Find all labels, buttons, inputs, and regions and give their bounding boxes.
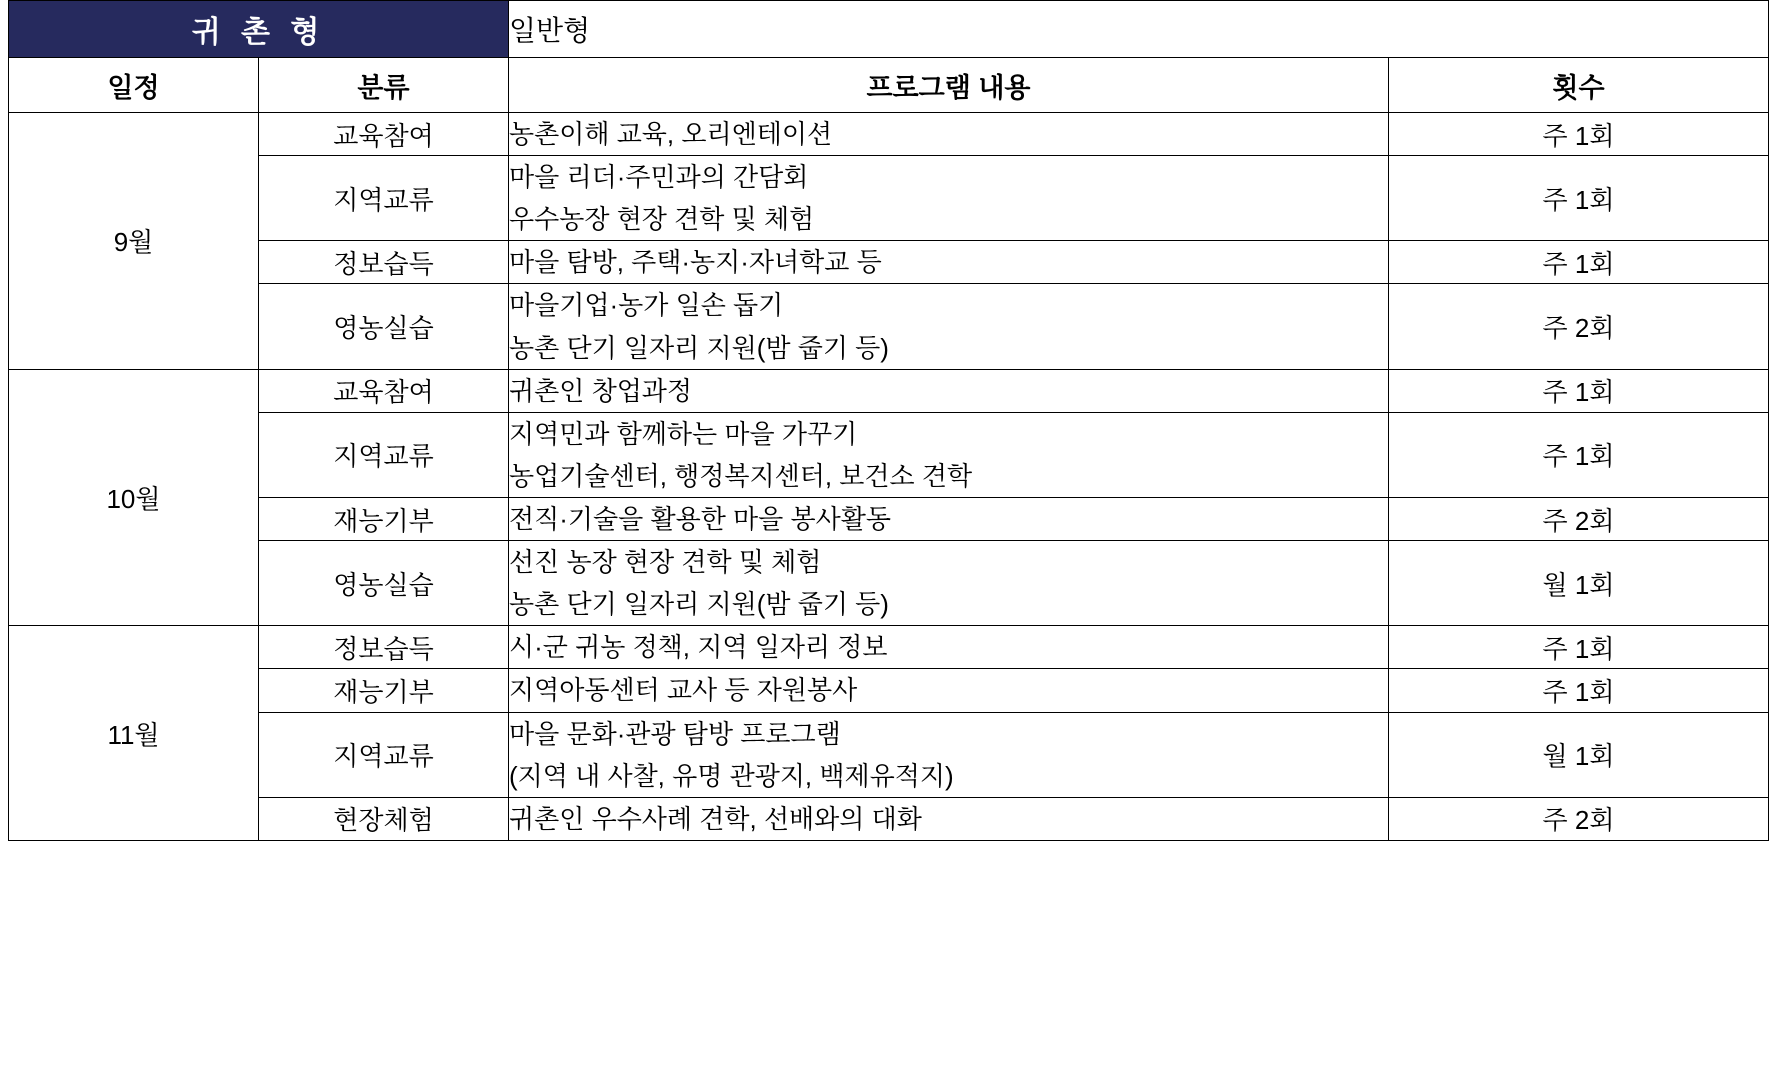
column-header-row <box>9 58 1769 113</box>
program-content <box>509 797 1389 840</box>
program-content <box>509 541 1389 626</box>
column-header-month: 일정 <box>9 58 259 113</box>
title-row <box>9 1 1769 58</box>
content-line: 전직·기술을 활용한 마을 봉사활동 <box>509 503 891 534</box>
month-label: 9월 <box>9 113 259 370</box>
content-line: 마을 탐방, 주택·농지·자녀학교 등 <box>509 247 882 278</box>
frequency-label: 주 1회 <box>1389 156 1769 241</box>
category-label: 교육참여 <box>259 369 509 412</box>
content-line: 농촌이해 교육, 오리엔테이션 <box>509 119 833 149</box>
program-content <box>509 626 1389 669</box>
frequency-label: 주 1회 <box>1389 669 1769 712</box>
frequency-label: 주 2회 <box>1389 497 1769 540</box>
program-content <box>509 669 1389 712</box>
table-row <box>9 369 1769 412</box>
column-header-type: 분류 <box>259 58 509 113</box>
table-row <box>9 669 1769 712</box>
program-content <box>509 712 1389 797</box>
table-row <box>9 156 1769 241</box>
frequency-label: 주 1회 <box>1389 369 1769 412</box>
frequency-label: 주 1회 <box>1389 412 1769 497</box>
content-line: 선진 농장 현장 견학 및 체험 <box>509 547 822 578</box>
category-label: 지역교류 <box>259 712 509 797</box>
table-body <box>9 1 1769 841</box>
frequency-label: 월 1회 <box>1389 712 1769 797</box>
category-label: 재능기부 <box>259 669 509 712</box>
content-line: 농촌 단기 일자리 지원(밤 줍기 등) <box>509 589 889 620</box>
content-line: (지역 내 사찰, 유명 관광지, 백제유적지) <box>509 760 954 791</box>
category-label: 재능기부 <box>259 497 509 540</box>
content-line: 지역아동센터 교사 등 자원봉사 <box>509 675 858 706</box>
content-line: 시·군 귀농 정책, 지역 일자리 정보 <box>509 632 888 663</box>
content-line: 마을 리더·주민과의 간담회 <box>509 162 809 193</box>
frequency-label: 주 2회 <box>1389 284 1769 369</box>
table-row <box>9 284 1769 369</box>
table-row <box>9 797 1769 840</box>
program-content <box>509 156 1389 241</box>
table-row <box>9 626 1769 669</box>
category-label: 지역교류 <box>259 156 509 241</box>
content-line: 우수농장 현장 견학 및 체험 <box>509 204 815 235</box>
frequency-label: 주 1회 <box>1389 241 1769 284</box>
table-row <box>9 712 1769 797</box>
program-content <box>509 369 1389 412</box>
table-row <box>9 241 1769 284</box>
content-line: 마을기업·농가 일손 돕기 <box>509 290 784 321</box>
table-row <box>9 113 1769 156</box>
program-content <box>509 497 1389 540</box>
category-label: 영농실습 <box>259 284 509 369</box>
table-row <box>9 497 1769 540</box>
program-title: 귀 촌 형 <box>9 1 509 58</box>
frequency-label: 주 1회 <box>1389 113 1769 156</box>
category-label: 교육참여 <box>259 113 509 156</box>
program-content <box>509 284 1389 369</box>
content-line: 귀촌인 창업과정 <box>509 375 693 406</box>
content-line: 지역민과 함께하는 마을 가꾸기 <box>509 418 858 449</box>
category-label: 정보습득 <box>259 626 509 669</box>
program-subtitle: 일반형 <box>509 1 1769 58</box>
table-row <box>9 412 1769 497</box>
content-line: 마을 문화·관광 탐방 프로그램 <box>509 718 841 749</box>
month-label: 10월 <box>9 369 259 626</box>
category-label: 정보습득 <box>259 241 509 284</box>
program-content <box>509 113 1389 156</box>
program-content <box>509 241 1389 284</box>
category-label: 지역교류 <box>259 412 509 497</box>
table-row <box>9 541 1769 626</box>
content-line: 농업기술센터, 행정복지센터, 보건소 견학 <box>509 460 973 491</box>
column-header-content: 프로그램 내용 <box>509 58 1389 113</box>
frequency-label: 월 1회 <box>1389 541 1769 626</box>
category-label: 현장체험 <box>259 797 509 840</box>
program-schedule-table <box>8 0 1769 841</box>
content-line: 농촌 단기 일자리 지원(밤 줍기 등) <box>509 332 889 363</box>
column-header-count: 횟수 <box>1389 58 1769 113</box>
frequency-label: 주 1회 <box>1389 626 1769 669</box>
category-label: 영농실습 <box>259 541 509 626</box>
frequency-label: 주 2회 <box>1389 797 1769 840</box>
month-label: 11월 <box>9 626 259 841</box>
program-content <box>509 412 1389 497</box>
content-line: 귀촌인 우수사례 견학, 선배와의 대화 <box>509 803 922 834</box>
